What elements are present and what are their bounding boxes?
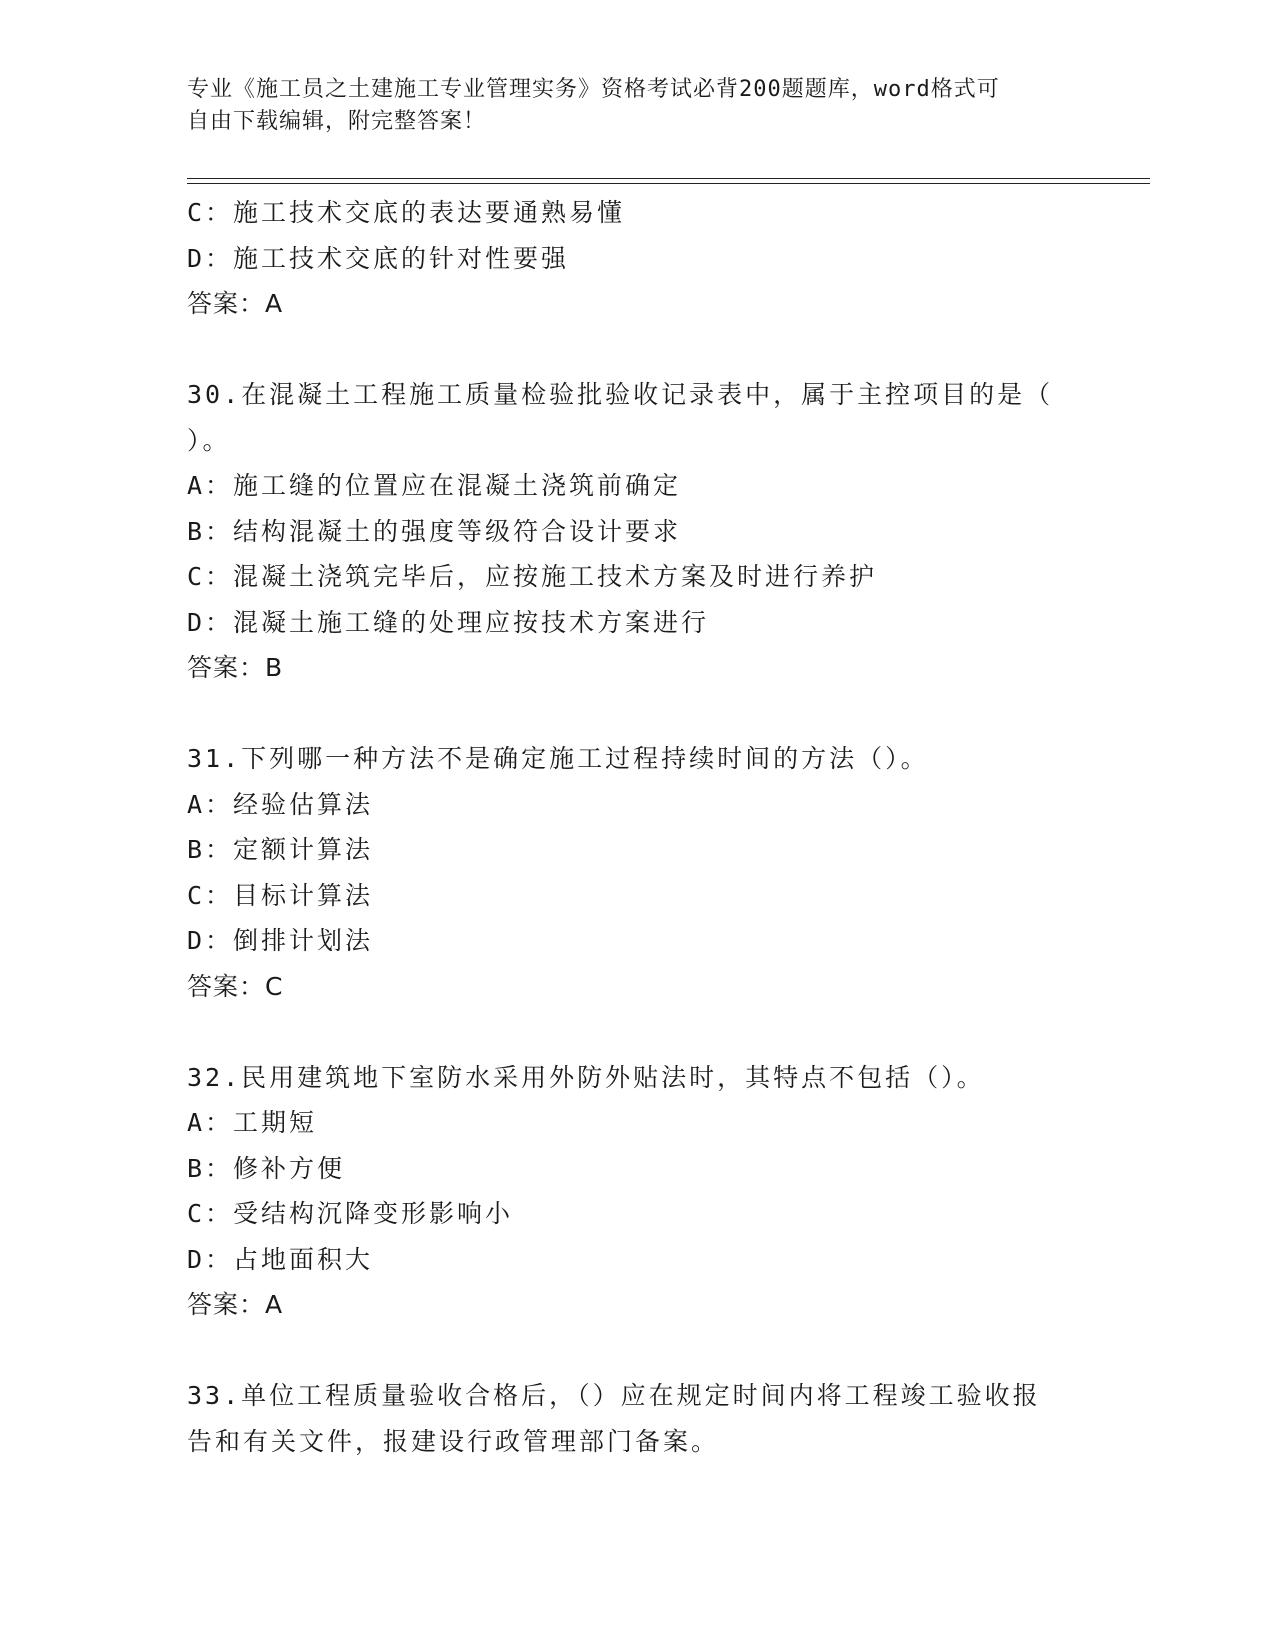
- option-d: D：混凝土施工缝的处理应按技术方案进行: [187, 607, 710, 637]
- option-b: B：结构混凝土的强度等级符合设计要求: [187, 516, 682, 546]
- answer-line: 答案：B: [187, 653, 284, 682]
- option-c: C：受结构沉降变形影响小: [187, 1199, 514, 1228]
- option-a: A：工期短: [187, 1108, 318, 1137]
- question-33: [187, 1373, 1087, 1464]
- header-line-1: 专业《施工员之土建施工专业管理实务》资格考试必背200题题库，word格式可: [187, 77, 1000, 102]
- option-d: D：倒排计划法: [187, 926, 374, 955]
- question-stem: 31.下列哪一种方法不是确定施工过程持续时间的方法（）。: [187, 744, 929, 773]
- question-31: [187, 736, 1087, 1009]
- answer-line: 答案：A: [187, 1290, 284, 1319]
- option-b: B：修补方便: [187, 1153, 346, 1183]
- document-body: [187, 190, 1087, 1464]
- option-c: C：目标计算法: [187, 880, 374, 910]
- previous-question-tail: [187, 190, 1087, 327]
- option-d: D：施工技术交底的针对性要强: [187, 243, 570, 273]
- question-stem-continued: ）。: [187, 425, 231, 455]
- document-header: [187, 74, 1067, 138]
- header-line-2: 自由下载编辑，附完整答案！: [187, 109, 487, 134]
- option-d: D：占地面积大: [187, 1244, 374, 1274]
- header-divider-top: [187, 178, 1150, 179]
- option-b: B：定额计算法: [187, 835, 374, 864]
- question-stem: 30.在混凝土工程施工质量检验批验收记录表中，属于主控项目的是（: [187, 380, 1054, 409]
- option-a: A：经验估算法: [187, 789, 374, 819]
- question-30: [187, 372, 1087, 691]
- option-c: C：施工技术交底的表达要通熟易懂: [187, 198, 626, 227]
- option-c: C：混凝土浇筑完毕后，应按施工技术方案及时进行养护: [187, 562, 878, 591]
- question-stem: 32.民用建筑地下室防水采用外防外贴法时，其特点不包括（）。: [187, 1062, 985, 1092]
- header-divider-bottom: [187, 183, 1150, 184]
- question-stem: 33.单位工程质量验收合格后，（）应在规定时间内将工程竣工验收报: [187, 1381, 1041, 1410]
- answer-line: 答案：C: [187, 971, 284, 1001]
- question-32: [187, 1055, 1087, 1328]
- option-a: A：施工缝的位置应在混凝土浇筑前确定: [187, 471, 682, 500]
- answer-line: 答案：A: [187, 289, 284, 318]
- question-stem-continued: 告和有关文件，报建设行政管理部门备案。: [187, 1426, 720, 1456]
